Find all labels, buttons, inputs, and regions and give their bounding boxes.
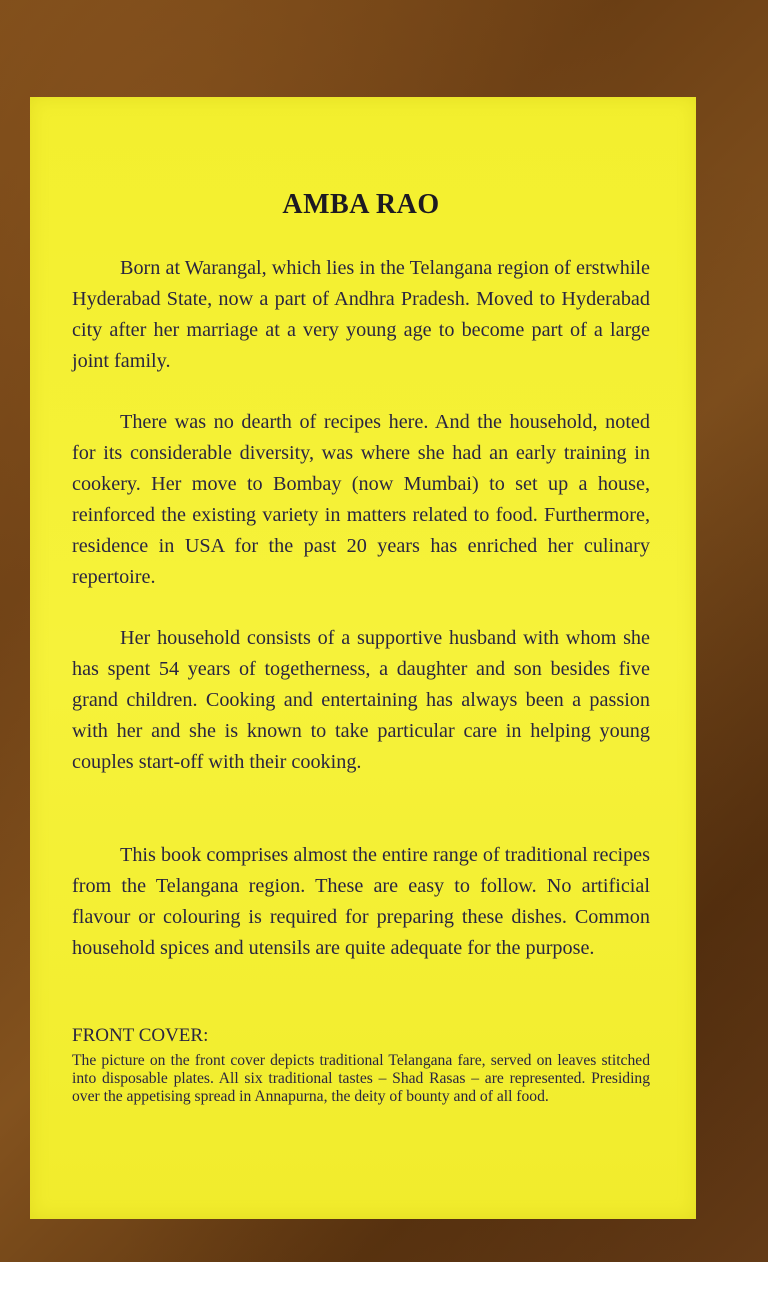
bio-paragraph-1: Born at Warangal, which lies in the Telangana region of erstwhile Hyderabad State, now a part of Andhra Pradesh. Moved to Hyderabad city after her marriage at a very young age to become part of a large joint family.	[72, 257, 650, 373]
bio-paragraph-3: Her household consists of a supportive husband with whom she has spent 54 years of togetherness, a daughter and son besides five grand children. Cooking and entertaining has always been a passion with her and she is known to take particular care in helping young couples start-off with their cooking.	[72, 627, 650, 774]
bio-paragraph-2: There was no dearth of recipes here. And the household, noted for its considerable diversity, was where she had an early training in cookery. Her move to Bombay (now Mumbai) to set up a house, reinforced the existing variety in matters related to food. Furthermore, residence in USA for the past 20 years has enriched her culinary repertoire.	[72, 411, 650, 589]
yellow-text-panel	[30, 97, 696, 1219]
author-title: AMBA RAO	[282, 189, 440, 220]
front-cover-description: The picture on the front cover depicts traditional Telangana fare, served on leaves stitched into disposable plates. All six traditional tastes – Shad Rasas – are represented. Presiding over the appetising spread in Annapurna, the deity of bounty and of all food.	[72, 1052, 650, 1105]
front-cover-heading: FRONT COVER:	[72, 1025, 209, 1046]
book-description-paragraph: This book comprises almost the entire range of traditional recipes from the Telangana region. These are easy to follow. No artificial flavour or colouring is required for preparing these dishes. Common household spices and utensils are quite adequate for the purpose.	[72, 844, 650, 960]
